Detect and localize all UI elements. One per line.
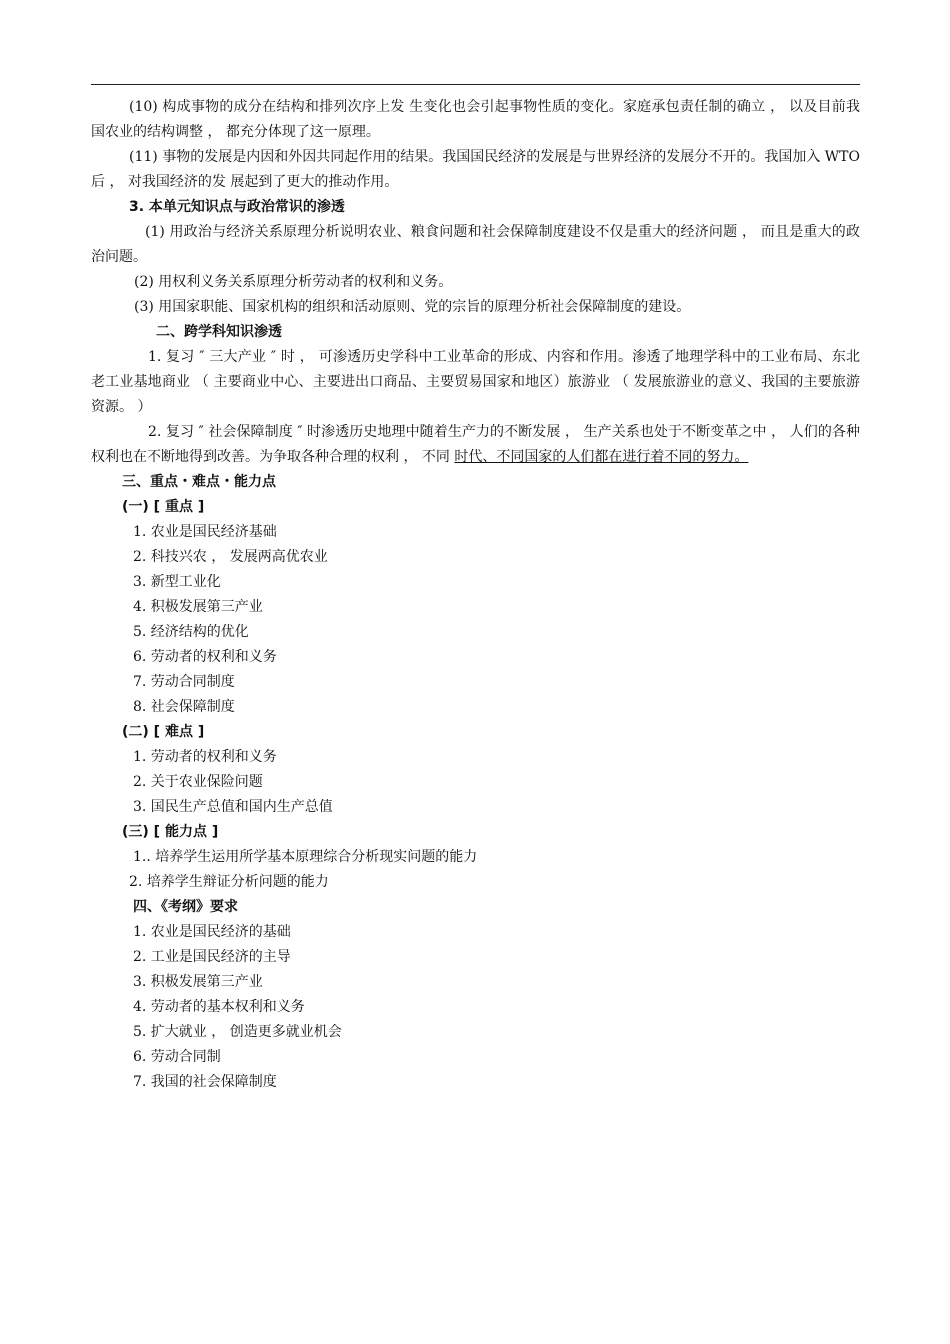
list-item: 1. 劳动者的权利和义务 xyxy=(133,749,277,765)
list-item: 2. 科技兴农 ， 发展两高优农业 xyxy=(133,549,328,565)
header-rule xyxy=(91,84,860,85)
list-item: 2. 工业是国民经济的主导 xyxy=(133,949,291,965)
section-key-title: 三、重点・难点・能力点 xyxy=(122,474,276,490)
ability-title: (三) [ 能力点 ] xyxy=(122,824,219,840)
list-item: 1. 农业是国民经济的基础 xyxy=(133,924,291,940)
ability-list xyxy=(91,845,860,895)
list-item: 6. 劳动者的权利和义务 xyxy=(133,649,277,665)
list-item: 3. 新型工业化 xyxy=(133,574,221,590)
list-item: 3. 国民生产总值和国内生产总值 xyxy=(133,799,333,815)
list-item: 5. 扩大就业 ， 创造更多就业机会 xyxy=(133,1024,342,1040)
list-item: 1.. 培养学生运用所学基本原理综合分析现实问题的能力 xyxy=(133,849,478,865)
list-item: 4. 劳动者的基本权利和义务 xyxy=(133,999,305,1015)
list-item: 1. 农业是国民经济基础 xyxy=(133,524,277,540)
section-2-title: 二、跨学科知识渗透 xyxy=(156,324,282,340)
section-2-item-2 xyxy=(91,420,860,470)
difficulty-title: (二) [ 难点 ] xyxy=(122,724,205,740)
list-item: 7. 我国的社会保障制度 xyxy=(133,1074,277,1090)
list-item: 3. 积极发展第三产业 xyxy=(133,974,263,990)
syllabus-list xyxy=(91,920,860,1095)
section-2-item-2-underlined: 时代、不同国家的人们都在进行着不同的努力。 xyxy=(454,449,749,465)
difficulty-list xyxy=(91,745,860,820)
list-item: 6. 劳动合同制 xyxy=(133,1049,221,1065)
paragraph-10: (10) 构成事物的成分在结构和排列次序上发 生变化也会引起事物性质的变化。家庭承包责任制的确立 ， 以及目前我国农业的结构调整 ， 都充分体现了这一原理。 xyxy=(91,99,860,140)
section-3-item-1: (1) 用政治与经济关系原理分析说明农业、粮食问题和社会保障制度建设不仅是重大的经济问题 ， 而且是重大的政治问题。 xyxy=(91,224,860,265)
list-item: 7. 劳动合同制度 xyxy=(133,674,235,690)
section-2-item-1: 1. 复习 ″ 三大产业 ″ 时 ， 可渗透历史学科中工业革命的形成、内容和作用。渗透了地理学科中的工业布局、东北老工业基地商业 （ 主要商业中心、主要进出口商品、主要贸易国家和地区）旅游业 （ 发展旅游业的意义、我国的主要旅游资源。 ） xyxy=(91,349,860,415)
list-item: 2. 关于农业保险问题 xyxy=(133,774,263,790)
paragraph-11: (11) 事物的发展是内因和外因共同起作用的结果。我国国民经济的发展是与世界经济的发展分不开的。我国加入 WTO 后 ， 对我国经济的发 展起到了更大的推动作用。 xyxy=(91,149,860,190)
section-3-title: 3. 本单元知识点与政治常识的渗透 xyxy=(129,199,345,215)
focus-list xyxy=(91,520,860,720)
section-3-item-3: (3) 用国家职能、国家机构的组织和活动原则、党的宗旨的原理分析社会保障制度的建设。 xyxy=(134,299,691,315)
document-body xyxy=(91,95,860,1095)
list-item: 4. 积极发展第三产业 xyxy=(133,599,263,615)
list-item: 5. 经济结构的优化 xyxy=(133,624,249,640)
list-item: 2. 培养学生辩证分析问题的能力 xyxy=(129,874,329,890)
section-2-item-2-text: 2. 复习 ″ 社会保障制度 ″ 时渗透历史地理中随着生产力的不断发展 ， 生产关系也处于不断变革之中 ， 人们的各种权利也在不断地得到改善。为争取各种合理的权利 ， 不同 xyxy=(91,424,860,465)
list-item: 8. 社会保障制度 xyxy=(133,699,235,715)
section-3-item-2: (2) 用权利义务关系原理分析劳动者的权利和义务。 xyxy=(134,274,453,290)
focus-title: (一) [ 重点 ] xyxy=(122,499,205,515)
section-4-title: 四、《考纲》要求 xyxy=(133,899,238,915)
